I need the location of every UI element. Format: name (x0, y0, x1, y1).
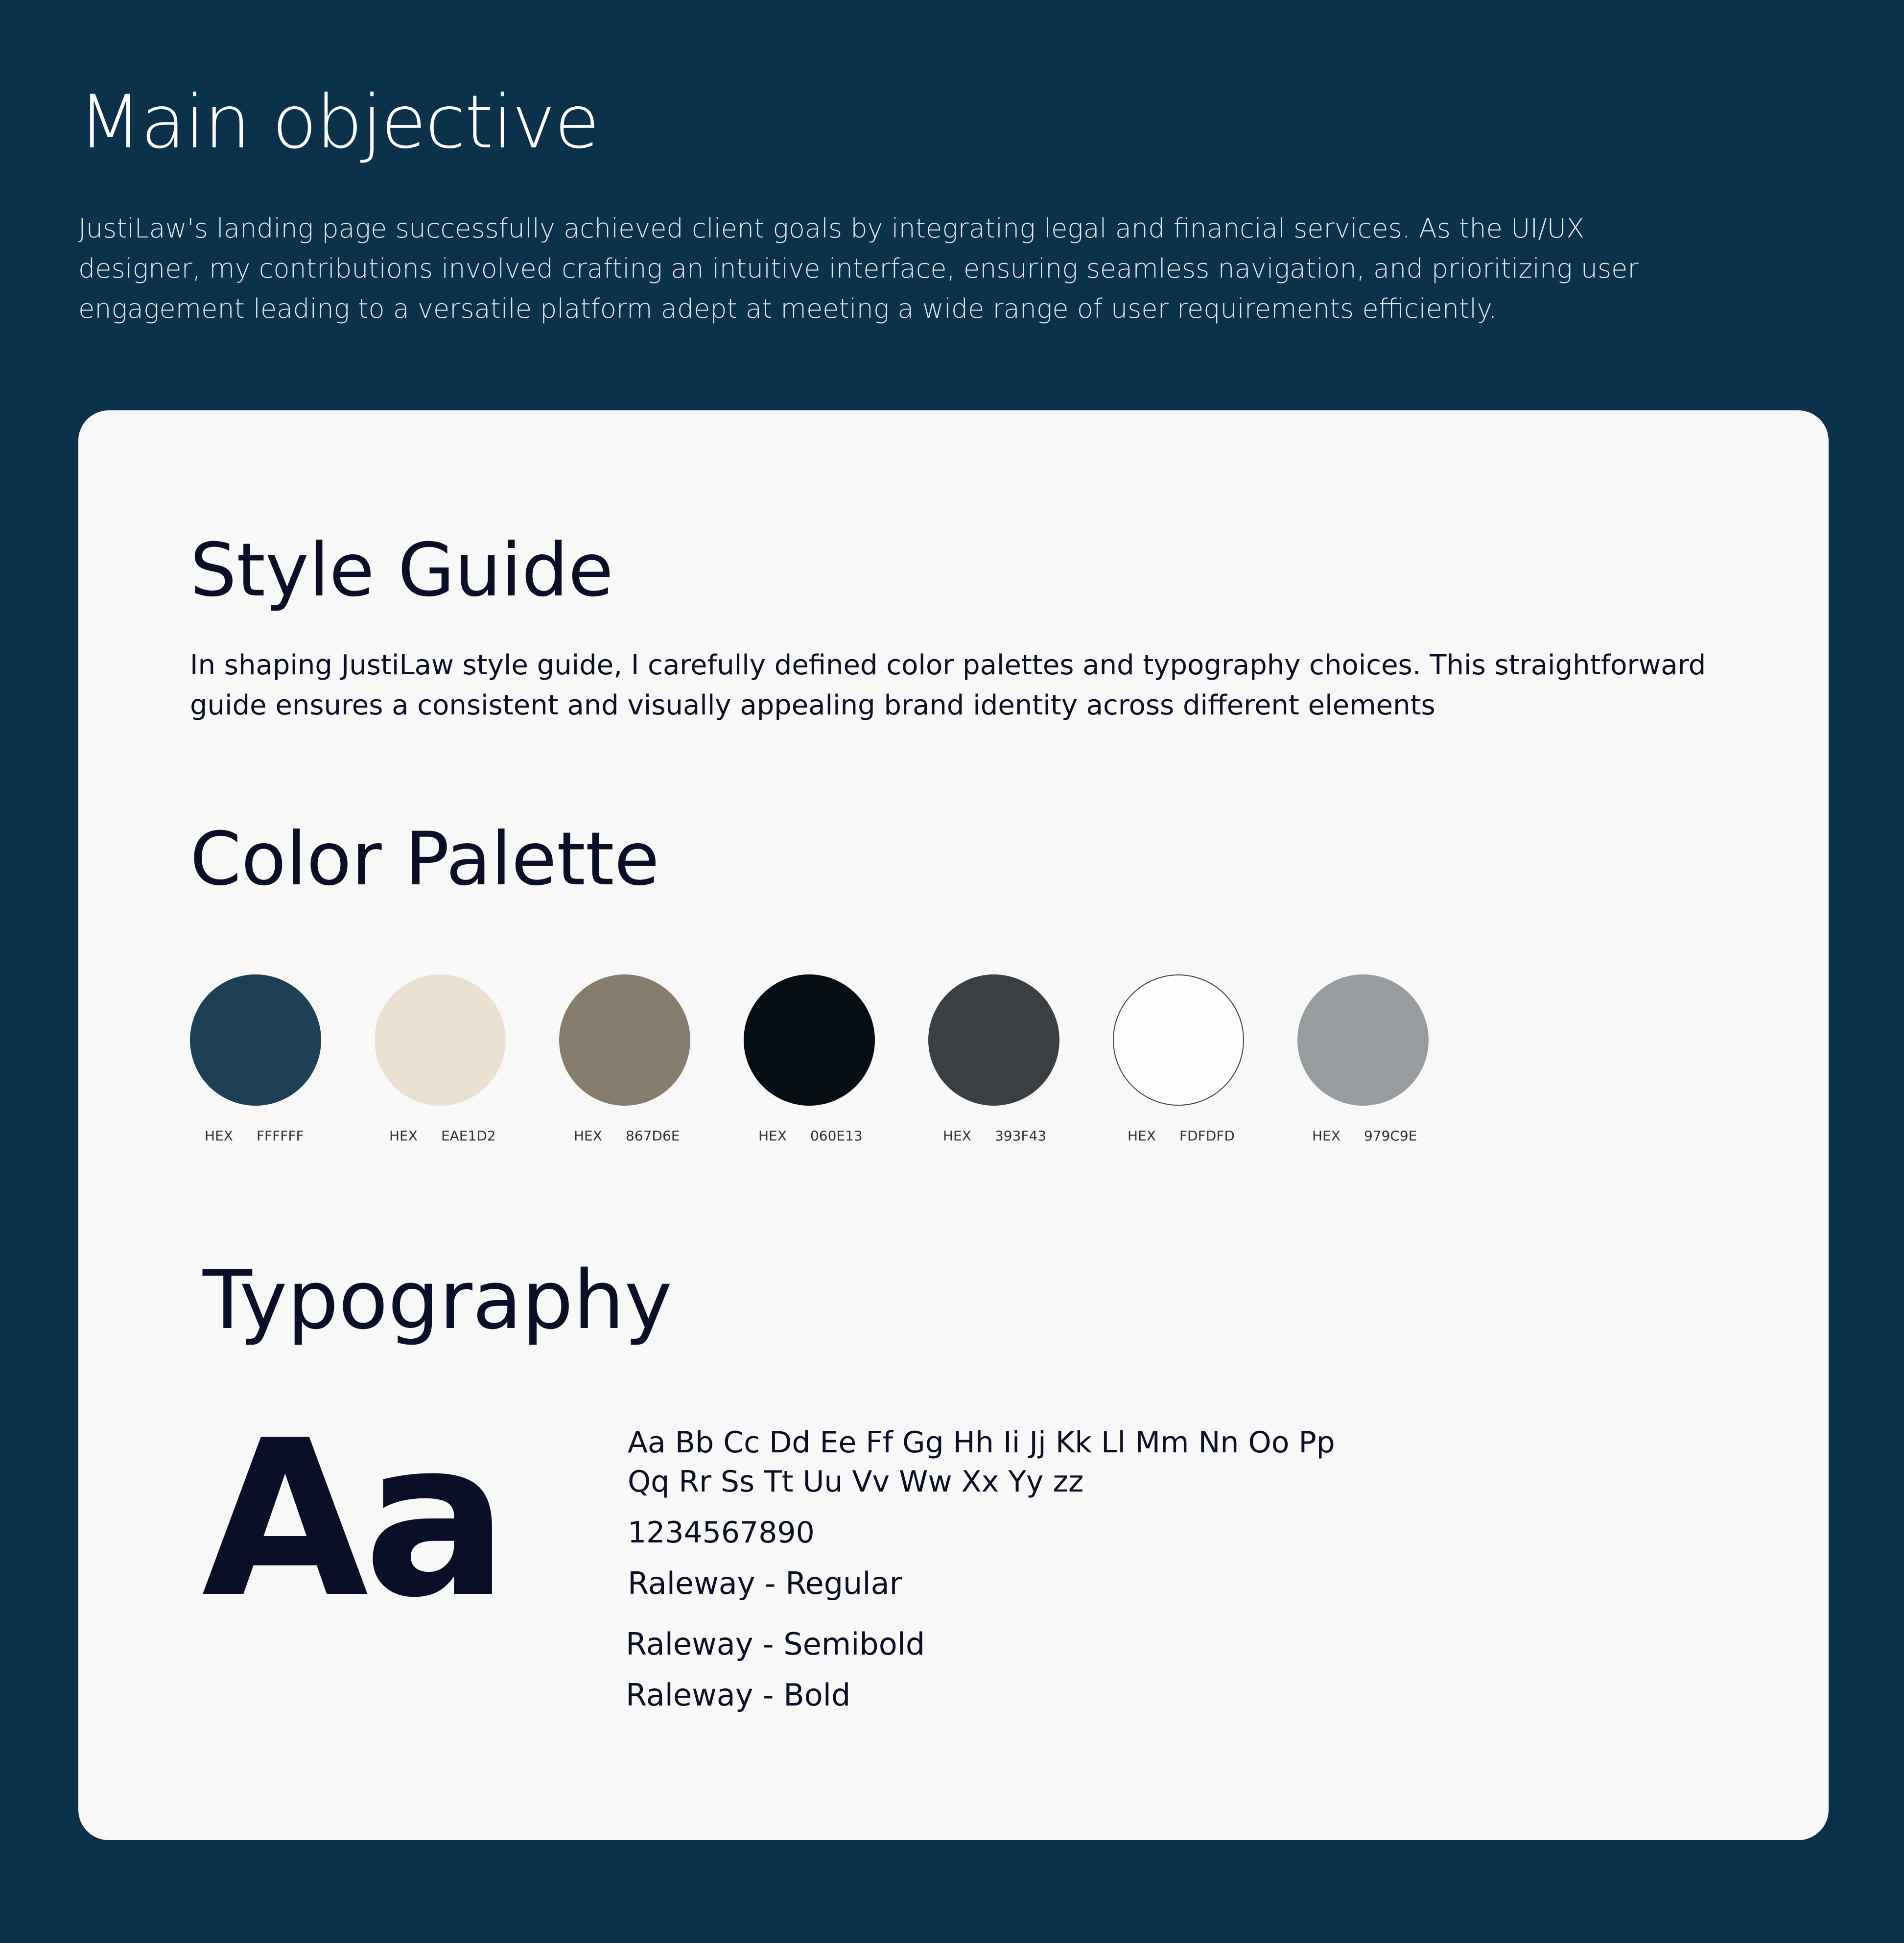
style-guide-title: Style Guide (190, 528, 613, 613)
color-circle (190, 974, 321, 1106)
hex-code-row (1113, 1127, 1244, 1145)
color-swatch (559, 974, 690, 1145)
hex-value: 979C9E (1363, 1128, 1417, 1144)
font-weight-semibold: Raleway - Semibold (626, 1626, 925, 1662)
typography-sample: Aa (202, 1394, 504, 1645)
hex-code-row (375, 1127, 506, 1145)
color-circle (928, 974, 1059, 1106)
color-swatch (1113, 974, 1244, 1145)
style-guide-card (78, 410, 1829, 1840)
color-circle (1297, 974, 1429, 1106)
color-swatch-list (190, 974, 1463, 1170)
hex-value: EAE1D2 (441, 1128, 496, 1144)
main-objective-description: JustiLaw's landing page successfully achieved client goals by integrating legal and financial services. As the UI/UX designer, my contributions involved crafting an intuitive interface, ensuring seamless navigation, and prioritizing user engagement leading to a versatile platform adept at meeting a wide range of user requirements efficiently. (78, 213, 1639, 324)
hex-code-row (928, 1127, 1059, 1145)
color-swatch (928, 974, 1059, 1145)
number-sample: 1234567890 (628, 1516, 815, 1550)
style-guide-description: In shaping JustiLaw style guide, I carefully defined color palettes and typography choices. This straightforward guide ensures a consistent and visually appealing brand identity across different elements (190, 649, 1706, 721)
color-swatch (1297, 974, 1429, 1145)
hex-label: HEX (1128, 1128, 1156, 1144)
hex-code-row (744, 1127, 875, 1145)
main-objective-title: Main objective (78, 80, 599, 165)
color-swatch (190, 974, 321, 1145)
hex-value: FDFDFD (1179, 1128, 1235, 1144)
hex-label: HEX (389, 1128, 418, 1144)
font-weight-regular: Raleway - Regular (628, 1565, 902, 1601)
hex-value: 060E13 (810, 1128, 863, 1144)
hex-value: 867D6E (625, 1128, 680, 1144)
hex-value: FFFFFF (256, 1128, 304, 1144)
color-circle (375, 974, 506, 1106)
hex-label: HEX (758, 1128, 787, 1144)
color-swatch (375, 974, 506, 1145)
intro-section (78, 73, 1694, 329)
hex-code-row (559, 1127, 690, 1145)
hex-code-row (190, 1127, 321, 1145)
typography-title: Typography (203, 1253, 673, 1347)
hex-label: HEX (943, 1128, 971, 1144)
hex-code-row (1297, 1127, 1429, 1145)
font-weight-bold: Raleway - Bold (626, 1677, 851, 1713)
color-circle (1113, 974, 1244, 1106)
alphabet-line-2: Qq Rr Ss Tt Uu Vv Ww Xx Yy zz (628, 1465, 1084, 1499)
color-palette-title: Color Palette (190, 817, 659, 902)
color-circle (559, 974, 690, 1106)
hex-label: HEX (574, 1128, 602, 1144)
color-swatch (744, 974, 875, 1145)
hex-value: 393F43 (994, 1128, 1047, 1144)
alphabet-line-1: Aa Bb Cc Dd Ee Ff Gg Hh Ii Jj Kk Ll Mm Nn Oo Pp (628, 1425, 1335, 1460)
color-circle (744, 974, 875, 1106)
hex-label: HEX (1312, 1128, 1340, 1144)
hex-label: HEX (205, 1128, 233, 1144)
